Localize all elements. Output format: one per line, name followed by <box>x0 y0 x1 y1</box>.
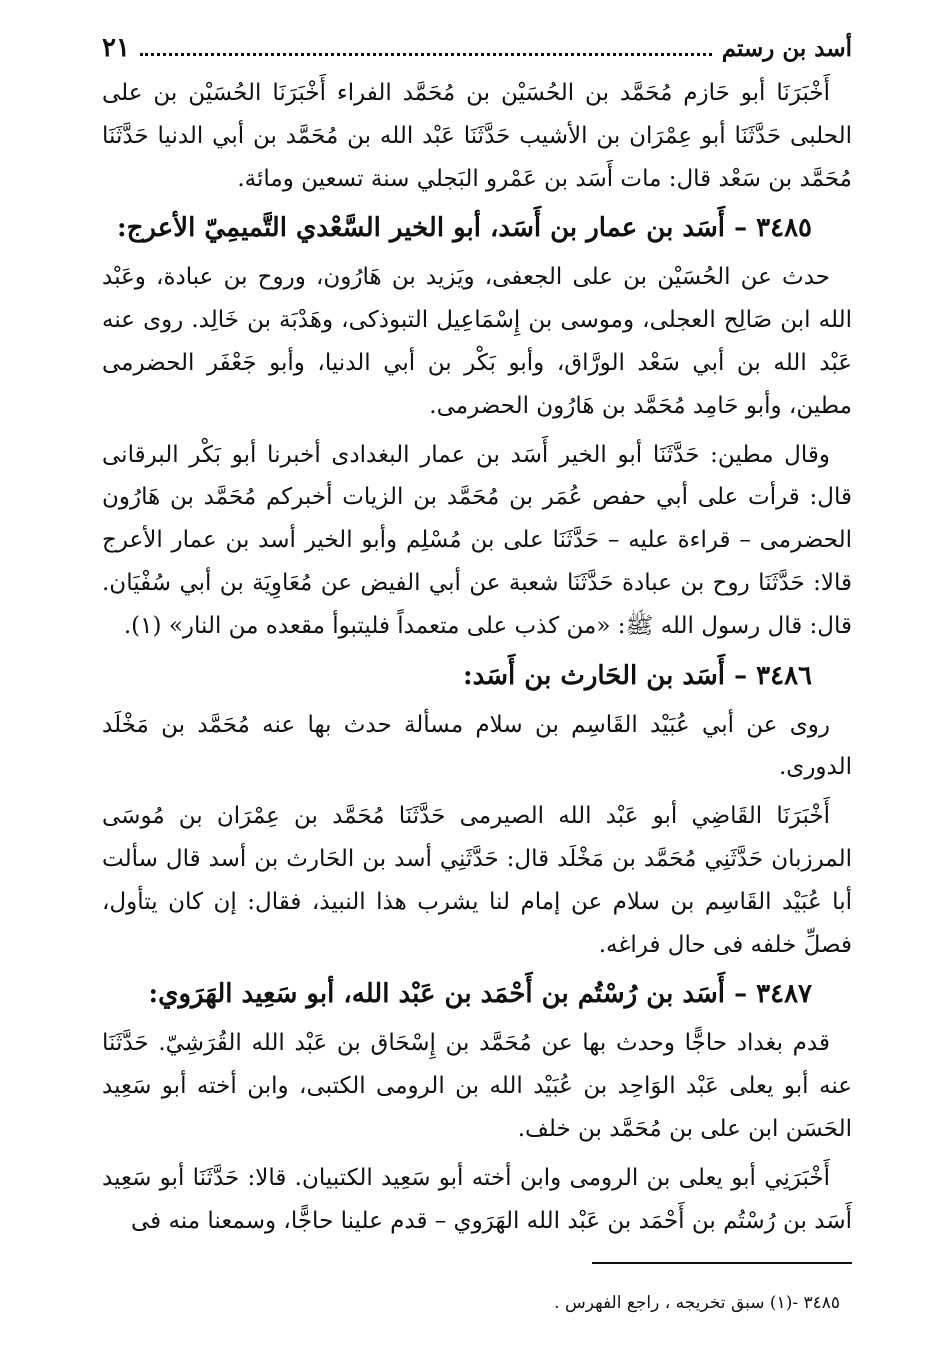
main-text <box>102 72 852 1248</box>
footnote-divider <box>592 1262 852 1264</box>
paragraph: أَخْبَرَنِي أبو يعلى بن الرومى وابن أخته أبو سَعِيد الكتبيان. قالا: حَدَّثَنَا أبو سَعِيد أَسَد بن رُسْتُم بن أَحْمَد بن عَبْد الله الهَرَوي – قدم علينا حاجًّا، وسمعنا منه فى <box>102 1164 852 1234</box>
page-number: ٢١ <box>102 33 130 63</box>
entry-heading-3487: ٣٤٨٧ – أَسَد بن رُسْتُم بن أَحْمَد بن عَبْد الله، أبو سَعِيد الهَرَوي: <box>148 979 812 1010</box>
footnote: ٣٤٨٥ -(١) سبق تخريجه ، راجع الفهرس . <box>554 1293 840 1313</box>
running-header <box>102 30 852 66</box>
paragraph: أَخْبَرَنَا أبو حَازم مُحَمَّد بن الحُسَيْن بن مُحَمَّد الفراء أَخْبَرَنَا الحُسَيْن بن على الحلبى حَدَّثَنَا أبو عِمْرَان بن الأشيب حَدَّثَنَا عَبْد الله بن مُحَمَّد بن أبي الدنيا حَدَّثَنَا مُحَمَّد بن سَعْد قال: مات أَسَد بن عَمْرو البَجلي سنة تسعين ومائة. <box>102 80 852 192</box>
paragraph: وقال مطين: حَدَّثَنَا أبو الخير أَسَد بن عمار البغدادى أخبرنا أبو بَكْر البرقانى قال: قرأت على أبي حفص عُمَر بن مُحَمَّد بن الزيات أخبركم مُحَمَّد بن هَارُون الحضرمى – قراءة عليه – حَدَّثَنَا على بن مُسْلِم وأبو الخير أسد بن عمار الأعرج قالا: حَدَّثَنَا روح بن عبادة حَدَّثَنَا شعبة عن أبي الفيض عن مُعَاوِيَة بن أبي سُفْيَان. قال: قال رسول الله ﷺ: «من كذب على متعمداً فليتبوأ مقعده من النار» (١). <box>102 441 852 639</box>
leader-dots <box>140 53 712 56</box>
paragraph: أَخْبَرَنَا القَاضِي أبو عَبْد الله الصيرمى حَدَّثَنَا مُحَمَّد بن عِمْرَان بن مُوسَى المرزبان حَدَّثَنِي مُحَمَّد بن مَخْلَد قال: حَدَّثَنِي أسد بن الحَارث بن أسد قال سألت أبا عُبَيْد القَاسِم بن سلام عن إمام لنا يشرب هذا النبيذ، فقال: إن كان يتأول، فصلِّ خلفه فى حال فراغه. <box>102 803 852 958</box>
paragraph: روى عن أبي عُبَيْد القَاسِم بن سلام مسألة حدث بها عنه مُحَمَّد بن مَخْلَد الدورى. <box>102 711 852 781</box>
paragraph: حدث عن الحُسَيْن بن على الجعفى، ويَزيد بن هَارُون، وروح بن عبادة، وعَبْد الله ابن صَالِح العجلى، وموسى بن إِسْمَاعِيل التبوذكى، وهَدْبَة بن خَالِد. روى عنه عَبْد الله بن أبي سَعْد الورَّاق، وأبو بَكْر بن أبي الدنيا، وأبو جَعْفَر الحضرمى مطين، وأبو حَامِد مُحَمَّد بن هَارُون الحضرمى. <box>102 264 852 419</box>
running-title: أسد بن رستم <box>721 34 852 62</box>
entry-heading-3485: ٣٤٨٥ – أَسَد بن عمار بن أَسَد، أبو الخير السَّعْدي التَّميمِيّ الأعرج: <box>117 213 812 244</box>
entry-heading-3486: ٣٤٨٦ – أَسَد بن الحَارث بن أَسَد: <box>462 660 812 691</box>
paragraph: قدم بغداد حاجًّا وحدث بها عن مُحَمَّد بن إِسْحَاق بن عَبْد الله القُرَشِيّ. حَدَّثَنَا عنه أبو يعلى عَبْد الوَاحِد بن عُبَيْد الله بن الرومى الكتبى، وابن أخته أبو سَعِيد الحَسَن ابن على بن مُحَمَّد بن خلف. <box>102 1030 852 1142</box>
